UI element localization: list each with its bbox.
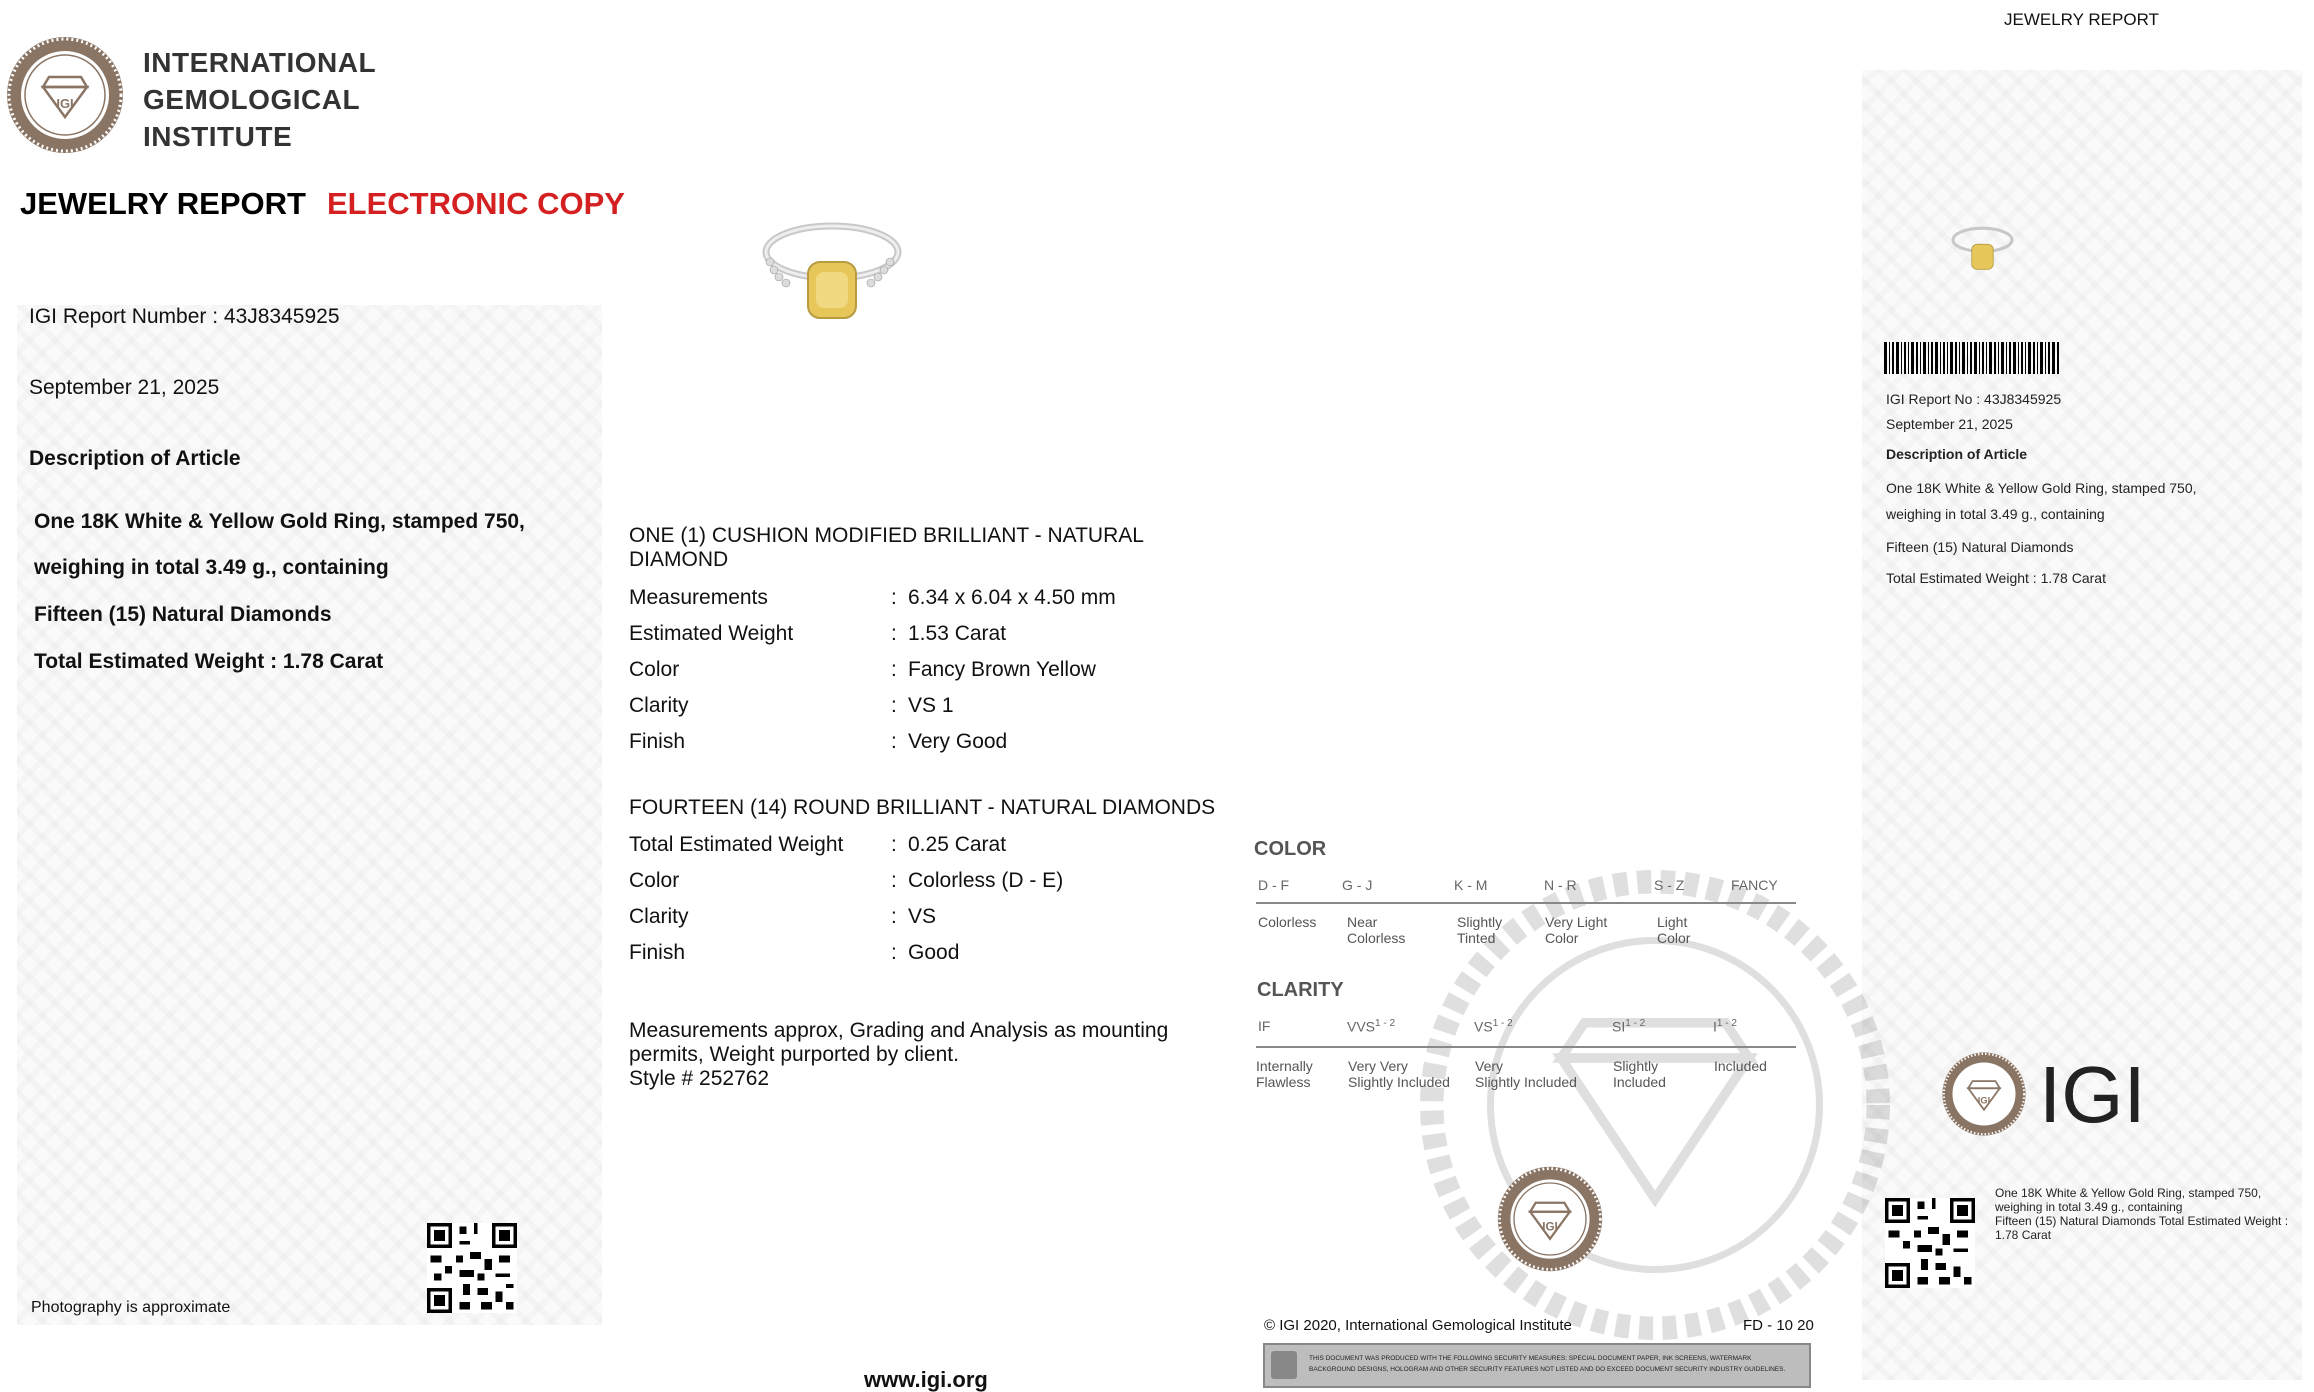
grade-sup: 1 - 2 [1625,1018,1646,1029]
electronic-copy-label: ELECTRONIC COPY [327,186,625,221]
grade-text: IF [1258,1018,1271,1034]
igi-seal-logo [1496,1165,1604,1273]
row-value: VS [908,905,937,928]
security-line: BACKGROUND DESIGNS, HOLOGRAM AND OTHER SECURITY FEATURES NOT LISTED AND DO EXCEED DOCUMENT SECURITY INDUSTRY GUIDELINES. [1309,1366,1786,1373]
grade-text: SI [1612,1018,1626,1035]
description-line: Total Estimated Weight : 1.78 Carat [34,650,384,673]
row-separator: : [891,694,897,717]
side-stones-heading: FOURTEEN (14) ROUND BRILLIANT - NATURAL DIAMONDS [629,796,1216,819]
clarity-grade [1347,1018,1395,1035]
desc-line: Slightly [1457,914,1503,930]
stub-ring-photo [1945,222,2020,280]
stub-description-line: weighing in total 3.49 g., containing [1886,506,2105,522]
stub-date: September 21, 2025 [1886,416,2013,432]
grade-sup: 1 - 2 [1375,1018,1396,1029]
row-separator: : [891,905,897,928]
row-separator: : [891,658,897,681]
row-label: Clarity [629,694,689,717]
color-grade-desc [1258,914,1316,930]
row-separator: : [891,622,897,645]
row-value: 6.34 x 6.04 x 4.50 mm [908,586,1116,609]
desc-line: Colorless [1347,930,1406,946]
desc-line: Very Very [1348,1058,1408,1074]
clarity-grade-desc [1256,1058,1313,1090]
caption-line: Fifteen (15) Natural Diamonds Total Estimated Weight : [1995,1214,2289,1228]
lock-icon [1271,1351,1297,1379]
desc-line: Very [1475,1058,1504,1074]
row-value: Very Good [908,730,1008,753]
desc-line: Slightly Included [1475,1074,1577,1090]
igi-seal-logo [1941,1051,2027,1137]
stub-qr-code[interactable] [1885,1198,1975,1288]
ring-photo [752,212,912,342]
row-label: Color [629,658,680,681]
row-value: VS 1 [908,694,954,717]
photo-note: Photography is approximate [31,1299,231,1316]
comments [629,1019,1168,1091]
description-heading: Description of Article [29,447,241,470]
report-number: IGI Report Number : 43J8345925 [29,305,340,328]
security-strip [1263,1343,1811,1388]
color-grade-desc [1545,914,1607,946]
clarity-grade [1713,1018,1737,1035]
desc-line: Very Light [1545,914,1608,930]
desc-line: Included [1714,1058,1767,1074]
grade-text: I [1713,1018,1717,1035]
clarity-scale [1256,1016,1796,1096]
desc-line: Color [1545,930,1579,946]
clarity-grade [1258,1018,1270,1034]
description-line: Fifteen (15) Natural Diamonds [34,603,332,626]
clarity-grade [1612,1018,1645,1035]
stub-report-number: IGI Report No : 43J8345925 [1886,391,2062,407]
description-line: One 18K White & Yellow Gold Ring, stamped 750, [34,510,525,533]
grade-text: VVS [1347,1018,1376,1035]
row-label: Finish [629,730,686,753]
desc-line: Near [1347,914,1378,930]
row-label: Color [629,869,680,892]
comment-line: permits, Weight purported by client. [629,1043,959,1066]
stub-title: JEWELRY REPORT [2004,10,2159,29]
center-stone-heading-line: DIAMOND [629,548,729,571]
clarity-grade [1474,1018,1513,1035]
stub-description-heading: Description of Article [1886,446,2028,462]
color-scale [1256,875,1796,945]
desc-line: Color [1657,930,1691,946]
row-value: Fancy Brown Yellow [908,658,1096,681]
clarity-grade-desc [1714,1058,1767,1074]
caption-line: weighing in total 3.49 g., containing [1995,1200,2183,1214]
color-scale-heading: COLOR [1254,838,1327,860]
clarity-grade-desc [1613,1058,1666,1090]
desc-line: Slightly Included [1348,1074,1450,1090]
row-value: 1.53 Carat [908,622,1007,645]
center-stone-heading-line: ONE (1) CUSHION MODIFIED BRILLIANT - NATURAL [629,524,1144,547]
desc-line: Tinted [1457,930,1496,946]
svg-text:IGI: IGI [56,96,74,111]
color-grade: N - R [1544,877,1577,893]
igi-seal-logo [5,35,125,155]
clarity-scale-heading: CLARITY [1257,979,1344,1001]
row-separator: : [891,730,897,753]
color-grade: D - F [1258,877,1290,893]
security-line: THIS DOCUMENT WAS PRODUCED WITH THE FOLLOWING SECURITY MEASURES: SPECIAL DOCUMENT PAPER, INK SCREENS, WATERMARK [1309,1355,1752,1362]
color-grade: S - Z [1654,877,1685,893]
caption-line: 1.78 Carat [1995,1228,2052,1242]
grade-sup: 1 - 2 [1716,1018,1737,1029]
clarity-scale-line [1256,1046,1796,1048]
grade-sup: 1 - 2 [1492,1018,1513,1029]
qr-code[interactable] [427,1223,517,1313]
website-link[interactable]: www.igi.org [864,1367,988,1392]
row-separator: : [891,941,897,964]
desc-line: Slightly [1613,1058,1659,1074]
svg-text:IGI: IGI [1977,1095,1991,1106]
row-label: Finish [629,941,686,964]
row-value: Colorless (D - E) [908,869,1064,892]
clarity-grade-desc [1475,1058,1577,1090]
row-label: Clarity [629,905,689,928]
stub-description-line: Total Estimated Weight : 1.78 Carat [1886,570,2106,586]
barcode [1884,342,2060,374]
color-grade-desc [1347,914,1405,946]
security-text [1309,1353,1785,1375]
caption-line: One 18K White & Yellow Gold Ring, stamped 750, [1995,1186,2262,1200]
report-title: JEWELRY REPORT [20,186,306,221]
svg-text:IGI: IGI [1542,1220,1558,1234]
clarity-grade-desc [1348,1058,1450,1090]
comment-line: Measurements approx, Grading and Analysis as mounting [629,1019,1169,1042]
row-separator: : [891,869,897,892]
row-label: Estimated Weight [629,622,794,645]
institute-name-line: INTERNATIONAL [143,47,377,78]
institute-name-line: INSTITUTE [143,121,293,152]
row-separator: : [891,586,897,609]
institute-name [143,44,376,155]
comment-line: Style # 252762 [629,1067,770,1090]
row-value: Good [908,941,960,964]
center-stone-heading [629,524,1144,572]
desc-line: Internally [1256,1058,1313,1074]
color-grade-desc [1657,914,1690,946]
color-grade: FANCY [1731,877,1778,893]
desc-line: Colorless [1258,914,1317,930]
igi-brand-mark: IGI [2039,1050,2146,1139]
form-code: FD - 10 20 [1743,1317,1814,1334]
color-scale-line [1256,902,1796,904]
row-label: Measurements [629,586,768,609]
color-grade-desc [1457,914,1502,946]
stub-description-line: Fifteen (15) Natural Diamonds [1886,539,2074,555]
color-grade: G - J [1342,877,1373,893]
grade-text: VS [1474,1018,1493,1035]
row-value: 0.25 Carat [908,833,1007,856]
row-label: Total Estimated Weight [629,833,844,856]
stub-description-line: One 18K White & Yellow Gold Ring, stamped 750, [1886,480,2197,496]
desc-line: Light [1657,914,1688,930]
description-line: weighing in total 3.49 g., containing [34,556,389,579]
stub-security-pattern [1862,70,2302,1380]
desc-line: Included [1613,1074,1666,1090]
color-grade: K - M [1454,877,1488,893]
desc-line: Flawless [1256,1074,1311,1090]
copyright: © IGI 2020, International Gemological Institute [1264,1317,1572,1334]
report-date: September 21, 2025 [29,376,220,399]
institute-name-line: GEMOLOGICAL [143,84,361,115]
row-separator: : [891,833,897,856]
stub-qr-caption [1995,1186,2288,1242]
